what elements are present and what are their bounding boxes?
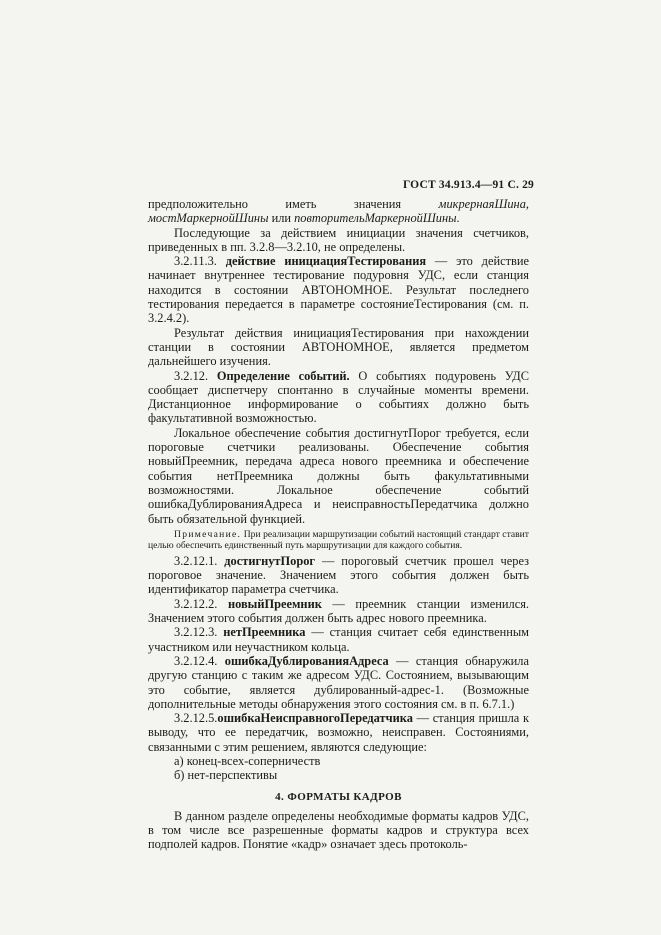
page-header: ГОСТ 34.913.4—91 С. 29 <box>402 179 534 191</box>
paragraph <box>148 254 529 325</box>
text-run: предположительно иметь значения <box>148 197 439 211</box>
term-bold: новыйПреемник <box>227 596 322 611</box>
paragraph <box>148 809 529 852</box>
paragraph <box>148 597 529 626</box>
text-run: При реализации маршрутизации событий настоящий стандарт ставит целью обеспечить единственный путь маршрутизации для каждого события. <box>148 528 529 551</box>
text-run: — это действие начинает внутреннее тестирование подуровня УДС, если станция находится в состоянии АВТОНОМНОЕ. Результат последнего тестирования передается в параметре состояниеТестирования (см. п. 3.2.4.2). <box>148 254 529 326</box>
paragraph <box>148 554 529 597</box>
term-italic: повторительМаркернойШины <box>294 211 457 226</box>
text-run: а) конец-всех-соперничеств <box>174 753 321 768</box>
page-body <box>148 197 529 852</box>
term-bold: нетПреемника <box>223 625 306 640</box>
text-run: 3.2.12.1. <box>174 553 225 568</box>
text-run: 3.2.12.5. <box>174 711 218 726</box>
text-run: Локальное обеспечение события достигнутПорог требуется, если пороговые счетчики реализованы. Обеспечение события новыйПреемник, передача адреса нового преемника и обеспечение события нетПреемника должны быть факультативными возможностями. Локальное обеспечение событий ошибкаДублированияАдреса и неисправностьПередатчика должно быть обязательной функцией. <box>148 425 529 526</box>
text-run: б) нет-перспективы <box>174 768 278 783</box>
note-paragraph <box>148 529 529 551</box>
text-run: — станция считает себя единственным участником или неучастником кольца. <box>148 625 530 654</box>
text-run: Результат действия инициацияТестирования при нахождении станции в состоянии АВТОНОМНОЕ, является предметом дальнейшего изучения. <box>148 325 529 369</box>
text-run: Последующие за действием инициации значения счетчиков, приведенных в пп. 3.2.8—3.2.10, не определены. <box>148 225 529 254</box>
section-heading <box>148 790 529 804</box>
term-bold: Определение событий. <box>216 368 350 383</box>
text-run: 3.2.12.4. <box>174 653 225 668</box>
paragraph <box>148 369 529 426</box>
text-run: — пороговый счетчик прошел через пороговое значение. Значением этого события должен быть идентификатор параметра счетчика. <box>148 553 529 597</box>
list-item <box>148 754 529 768</box>
text-run: 3.2.12. <box>174 368 217 383</box>
text-run: — преемник станции изменился. Значением этого события должен быть адрес нового преемника. <box>148 596 529 626</box>
text-run: 3.2.11.3. <box>174 254 226 269</box>
text-run: 4. ФОРМАТЫ КАДРОВ <box>275 790 402 803</box>
text-run: 3.2.12.2. <box>174 596 228 611</box>
paragraph <box>148 326 529 369</box>
term-italic: микрернаяШина, мостМаркернойШины <box>148 197 529 226</box>
paragraph <box>148 226 529 255</box>
text-run: . <box>456 211 460 226</box>
paragraph <box>148 426 529 526</box>
text-run: Примечание. <box>174 528 242 540</box>
text-run: или <box>268 211 295 226</box>
paragraph <box>148 625 529 654</box>
paragraph <box>148 654 529 711</box>
term-bold: действие инициацияТестирования <box>225 254 427 269</box>
term-bold: ошибкаНеисправногоПередатчика <box>217 711 413 726</box>
term-bold: достигнутПорог <box>224 553 316 568</box>
paragraph <box>148 197 529 226</box>
text-run: О событиях подуровень УДС сообщает диспетчеру спонтанно в случайные моменты времени. Дистанционное информирование о событиях должно быть факультативной возможностью. <box>148 368 529 426</box>
term-bold: ошибкаДублированияАдреса <box>224 653 389 668</box>
text-run: В данном разделе определены необходимые форматы кадров УДС, в том числе все разрешенные форматы кадров и структура всех подполей кадров. Понятие «кадр» означает здесь протоколь- <box>148 808 529 852</box>
text-run: — станция пришла к выводу, что ее передатчик, возможно, неисправен. Состояниями, связанными с этим решением, являются следующие: <box>148 711 529 754</box>
list-item <box>148 768 529 782</box>
paragraph <box>148 711 529 754</box>
text-run: — станция обнаружила другую станцию с таким же адресом УДС. Состоянием, вызывающим это событие, является дублированный-адрес-1. (Возможные дополнительные методы обнаружения этого состояния см. в п. 6.7.1.) <box>148 653 529 711</box>
text-run: 3.2.12.3. <box>174 625 224 640</box>
